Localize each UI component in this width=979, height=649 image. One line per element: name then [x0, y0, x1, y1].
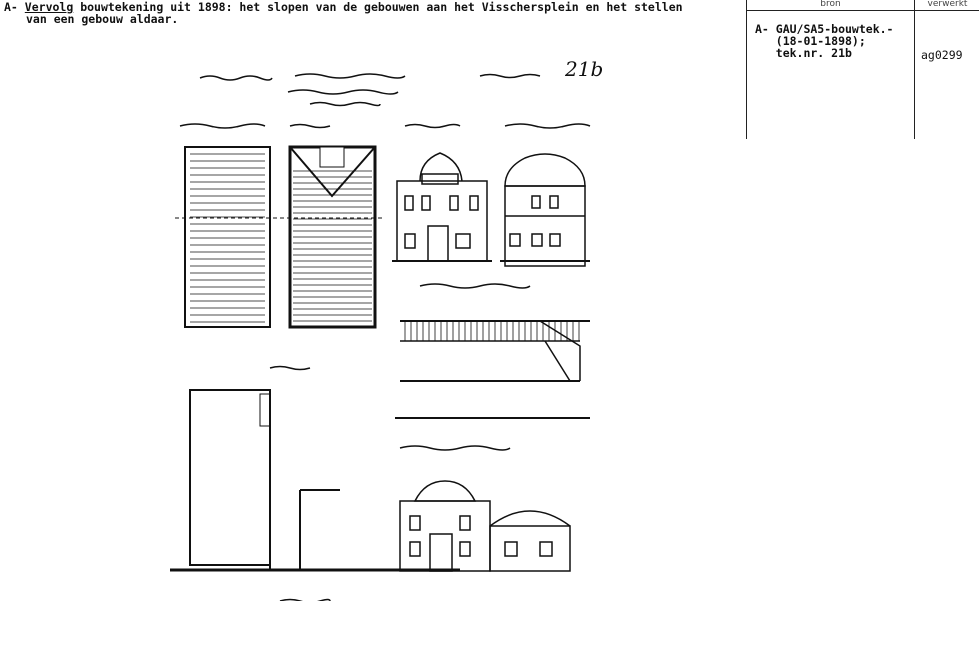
description-underlined: Vervolg: [24, 0, 74, 14]
document-description: [4, 1, 734, 25]
floor-plan-left: [185, 147, 270, 327]
side-elevation: [500, 154, 590, 266]
bron-cell: A- GAU/SA5-bouwtek.- (18-01-1898); tek.nr. 21b: [747, 11, 915, 139]
sheet-number: 21b: [565, 57, 604, 81]
description-prefix: A-: [4, 0, 18, 14]
drawing-heading-scribbles: [180, 74, 590, 601]
description-line1: bouwtekening uit 1898: het slopen van de gebouwen aan het Visschersplein en het stellen: [73, 0, 683, 14]
roof-plan: [290, 147, 375, 327]
architectural-drawing: [160, 56, 620, 601]
header-bron: bron: [747, 0, 915, 10]
front-elevation: [392, 153, 492, 261]
table-header: [747, 0, 979, 11]
verwerkt-cell: ag0299: [921, 48, 963, 62]
header-verwerkt: verwerkt: [927, 0, 968, 9]
table-row: [747, 11, 979, 139]
source-table: [746, 0, 979, 139]
description-line2: van een gebouw aldaar.: [26, 12, 179, 26]
street-elevation: [400, 481, 570, 571]
long-section: [395, 321, 590, 418]
